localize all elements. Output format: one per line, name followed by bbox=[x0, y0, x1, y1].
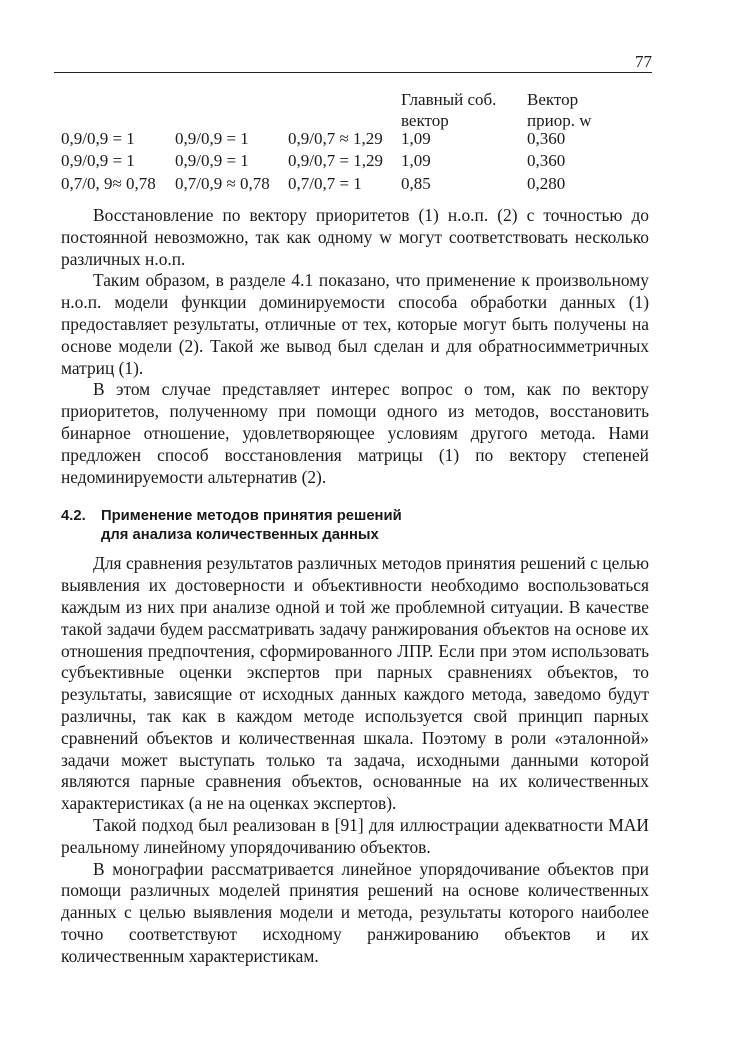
section-heading bbox=[61, 507, 649, 545]
section-title-line1: Применение методов принятия решений bbox=[101, 508, 402, 525]
table-cell: 1,09 bbox=[401, 129, 431, 148]
section-title-line2: для анализа количественных данных bbox=[101, 527, 379, 544]
paragraph: Восстановление по вектору приоритетов (1) н.о.п. (2) с точностью до постоянной невозможно, так как одному w могут соответствовать несколько различных н.о.п. bbox=[61, 205, 649, 269]
table-header-eigenvector-line1: Главный соб. bbox=[401, 90, 497, 109]
table-cell: 0,9/0,7 ≈ 1,29 bbox=[288, 129, 383, 148]
table-cell: 0,9/0,9 = 1 bbox=[61, 129, 135, 148]
section-number: 4.2. bbox=[61, 508, 86, 525]
table-cell: 0,280 bbox=[527, 174, 566, 193]
paragraph: В монографии рассматривается линейное упорядочивание объектов при помощи различных моделей принятия решений на основе количественных данных с целью выявления модели и метода, результаты которого наиболее точно соответствуют исходному ранжированию объектов и их количественным характеристикам. bbox=[61, 858, 649, 966]
body-text bbox=[61, 205, 649, 968]
page-number: 77 bbox=[635, 52, 652, 71]
paragraph: Таким образом, в разделе 4.1 показано, что применение к произвольному н.о.п. модели функции доминируемости способа обработки данных (1) предоставляет результаты, отличные от тех, которые могут быть получены на основе модели (2). Такой же вывод был сделан и для обратносимметричных матриц (1). bbox=[61, 270, 649, 378]
table-cell: 0,85 bbox=[401, 174, 431, 193]
table-cell: 0,9/0,9 = 1 bbox=[175, 129, 249, 148]
paragraph: Такой подход был реализован в [91] для иллюстрации адекватности МАИ реальному линейному упорядочиванию объектов. bbox=[61, 814, 649, 857]
table-cell: 0,9/0,9 = 1 bbox=[175, 151, 249, 170]
table-cell: 0,9/0,7 = 1,29 bbox=[288, 151, 384, 170]
table-header-priority-line2: приор. w bbox=[527, 111, 592, 130]
table-cell: 0,7/0, 9≈ 0,78 bbox=[61, 174, 156, 193]
table-cell: 0,360 bbox=[527, 151, 566, 170]
table-cell: 0,7/0,7 = 1 bbox=[288, 174, 362, 193]
paragraph: В этом случае представляет интерес вопрос о том, как по вектору приоритетов, полученному при помощи одного из методов, восстановить бинарное отношение, удовлетворяющее условиям другого метода. Нами предложен способ восстановления матрицы (1) по вектору степеней недоминируемости альтернатив (2). bbox=[61, 379, 649, 487]
table-header-priority-line1: Вектор bbox=[527, 90, 579, 109]
header-rule bbox=[54, 72, 652, 73]
table-cell: 0,9/0,9 = 1 bbox=[61, 151, 135, 170]
table-cell: 0,360 bbox=[527, 129, 566, 148]
paragraph: Для сравнения результатов различных методов принятия решений с целью выявления их достоверности и объективности необходимо воспользоваться каждым из них при анализе одной и той же проблемной ситуации. В качестве такой задачи будем рассматривать задачу ранжирования объектов на основе их отношения предпочтения, сформированного ЛПР. Если при этом использовать субъективные оценки экспертов при парных сравнениях объектов, то результаты, зависящие от исходных данных каждого метода, заведомо будут различны, так как в каждом методе используется свой принцип парных сравнений объектов и количественная шкала. Поэтому в роли «эталонной» задачи может выступать только та задача, исходными данными которой являются парные сравнения объектов, основанные на их количественных характеристиках (а не на оценках экспертов). bbox=[61, 553, 649, 814]
table-cell: 1,09 bbox=[401, 151, 431, 170]
table-cell: 0,7/0,9 ≈ 0,78 bbox=[175, 174, 270, 193]
table-header-eigenvector-line2: вектор bbox=[401, 111, 449, 130]
